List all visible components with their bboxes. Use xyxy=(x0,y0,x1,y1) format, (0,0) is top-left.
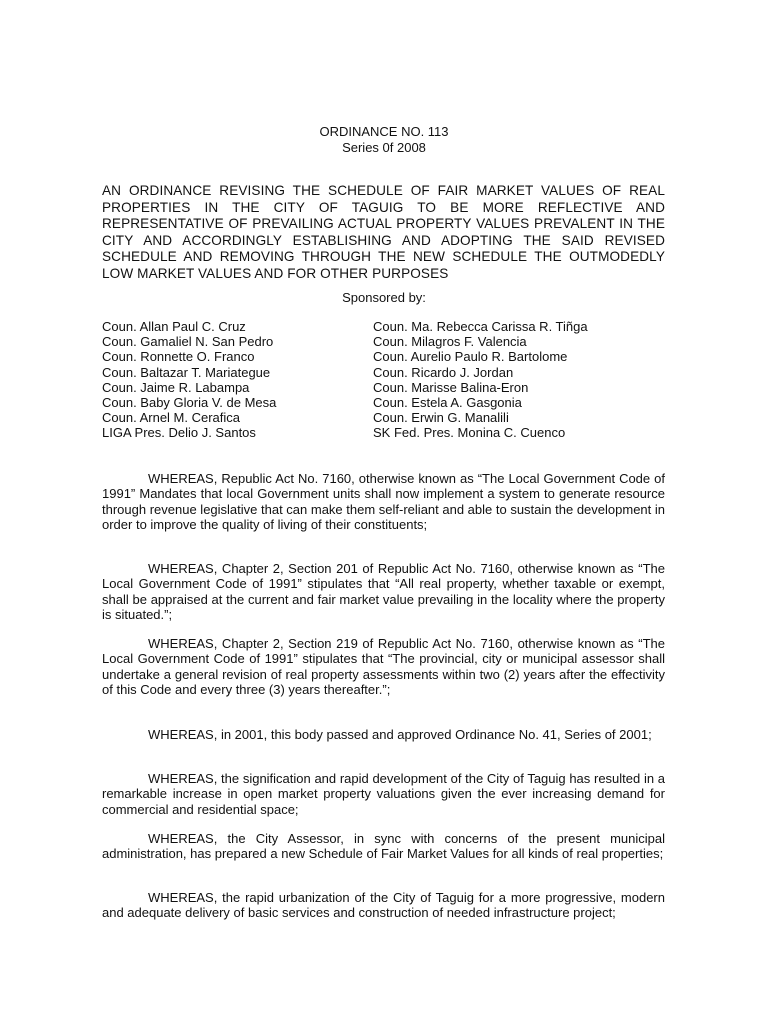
sponsor-name: Coun. Aurelio Paulo R. Bartolome xyxy=(373,349,568,365)
sponsor-name: Coun. Erwin G. Manalili xyxy=(373,410,509,426)
sponsor-name: Coun. Baltazar T. Mariategue xyxy=(102,364,271,380)
ordinance-title: AN ORDINANCE REVISING THE SCHEDULE OF FAIR MARKET VALUES OF REAL PROPERTIES IN THE CITY OF TAGUIG TO BE MORE REFLECTIVE AND REPRESENTATIVE OF PREVAILING ACTUAL PROPERTY VALUES PREVALENT IN THE CITY AND ACCORDINGLY ESTABLISHING AND ADOPTING THE SAID REVISED SCHEDULE AND REMOVING THROUGH THE NEW SCHEDULE THE OUTMODEDLY LOW MARKET VALUES AND FOR OTHER PURPOSES xyxy=(102,183,665,281)
whereas-clause-3: WHEREAS, Chapter 2, Section 219 of Republic Act No. 7160, otherwise known as “The Local Government Code of 1991” stipulates that “The provincial, city or municipal assessor shall undertake a general revision of real property assessments within two (2) years after the effectivity of this Code and every three (3) years thereafter.”; xyxy=(102,636,665,698)
whereas-clause-1: WHEREAS, Republic Act No. 7160, otherwise known as “The Local Government Code of 1991” Mandates that local Government units shall now implement a system to generate resource through revenue legislative that can make them self-reliant and able to sustain the development in order to improve the quality of living of their constituents; xyxy=(102,471,665,533)
sponsor-name: Coun. Arnel M. Cerafica xyxy=(102,410,241,426)
sponsors-right-column xyxy=(373,319,588,441)
sponsor-name: Coun. Estela A. Gasgonia xyxy=(373,395,522,411)
whereas-clause-5: WHEREAS, the signification and rapid development of the City of Taguig has resulted in a remarkable increase in open market property valuations given the ever increasing demand for commercial and residential space; xyxy=(102,771,665,817)
sponsor-name: Coun. Gamaliel N. San Pedro xyxy=(102,334,274,350)
sponsor-name: Coun. Allan Paul C. Cruz xyxy=(102,319,246,334)
whereas-clause-7: WHEREAS, the rapid urbanization of the City of Taguig for a more progressive, modern and adequate delivery of basic services and construction of needed infrastructure project; xyxy=(102,890,665,921)
whereas-clause-2: WHEREAS, Chapter 2, Section 201 of Republic Act No. 7160, otherwise known as “The Local Government Code of 1991” stipulates that “All real property, whether taxable or exempt, shall be appraised at the current and fair market value prevailing in the locality where the property is situated.”; xyxy=(102,561,665,623)
whereas-clause-4: WHEREAS, in 2001, this body passed and approved Ordinance No. 41, Series of 2001; xyxy=(148,727,652,742)
whereas-clause-6: WHEREAS, the City Assessor, in sync with concerns of the present municipal administration, has prepared a new Schedule of Fair Market Values for all kinds of real properties; xyxy=(102,831,665,862)
ordinance-number: ORDINANCE NO. 113 xyxy=(319,124,449,139)
sponsor-name: Coun. Jaime R. Labampa xyxy=(102,379,250,395)
sponsor-name: Coun. Ma. Rebecca Carissa R. Tiñga xyxy=(373,319,588,334)
sponsor-name: LIGA Pres. Delio J. Santos xyxy=(102,425,256,441)
sponsor-name: Coun. Milagros F. Valencia xyxy=(373,334,527,350)
sponsor-name: SK Fed. Pres. Monina C. Cuenco xyxy=(373,425,566,441)
ordinance-series: Series 0f 2008 xyxy=(342,140,426,155)
sponsor-name: Coun. Baby Gloria V. de Mesa xyxy=(102,395,277,411)
sponsor-name: Coun. Marisse Balina-Eron xyxy=(373,379,529,395)
sponsored-by-label: Sponsored by: xyxy=(342,290,426,305)
sponsor-name: Coun. Ronnette O. Franco xyxy=(102,349,255,365)
sponsors-left-column xyxy=(102,319,276,441)
sponsor-name: Coun. Ricardo J. Jordan xyxy=(373,364,514,380)
